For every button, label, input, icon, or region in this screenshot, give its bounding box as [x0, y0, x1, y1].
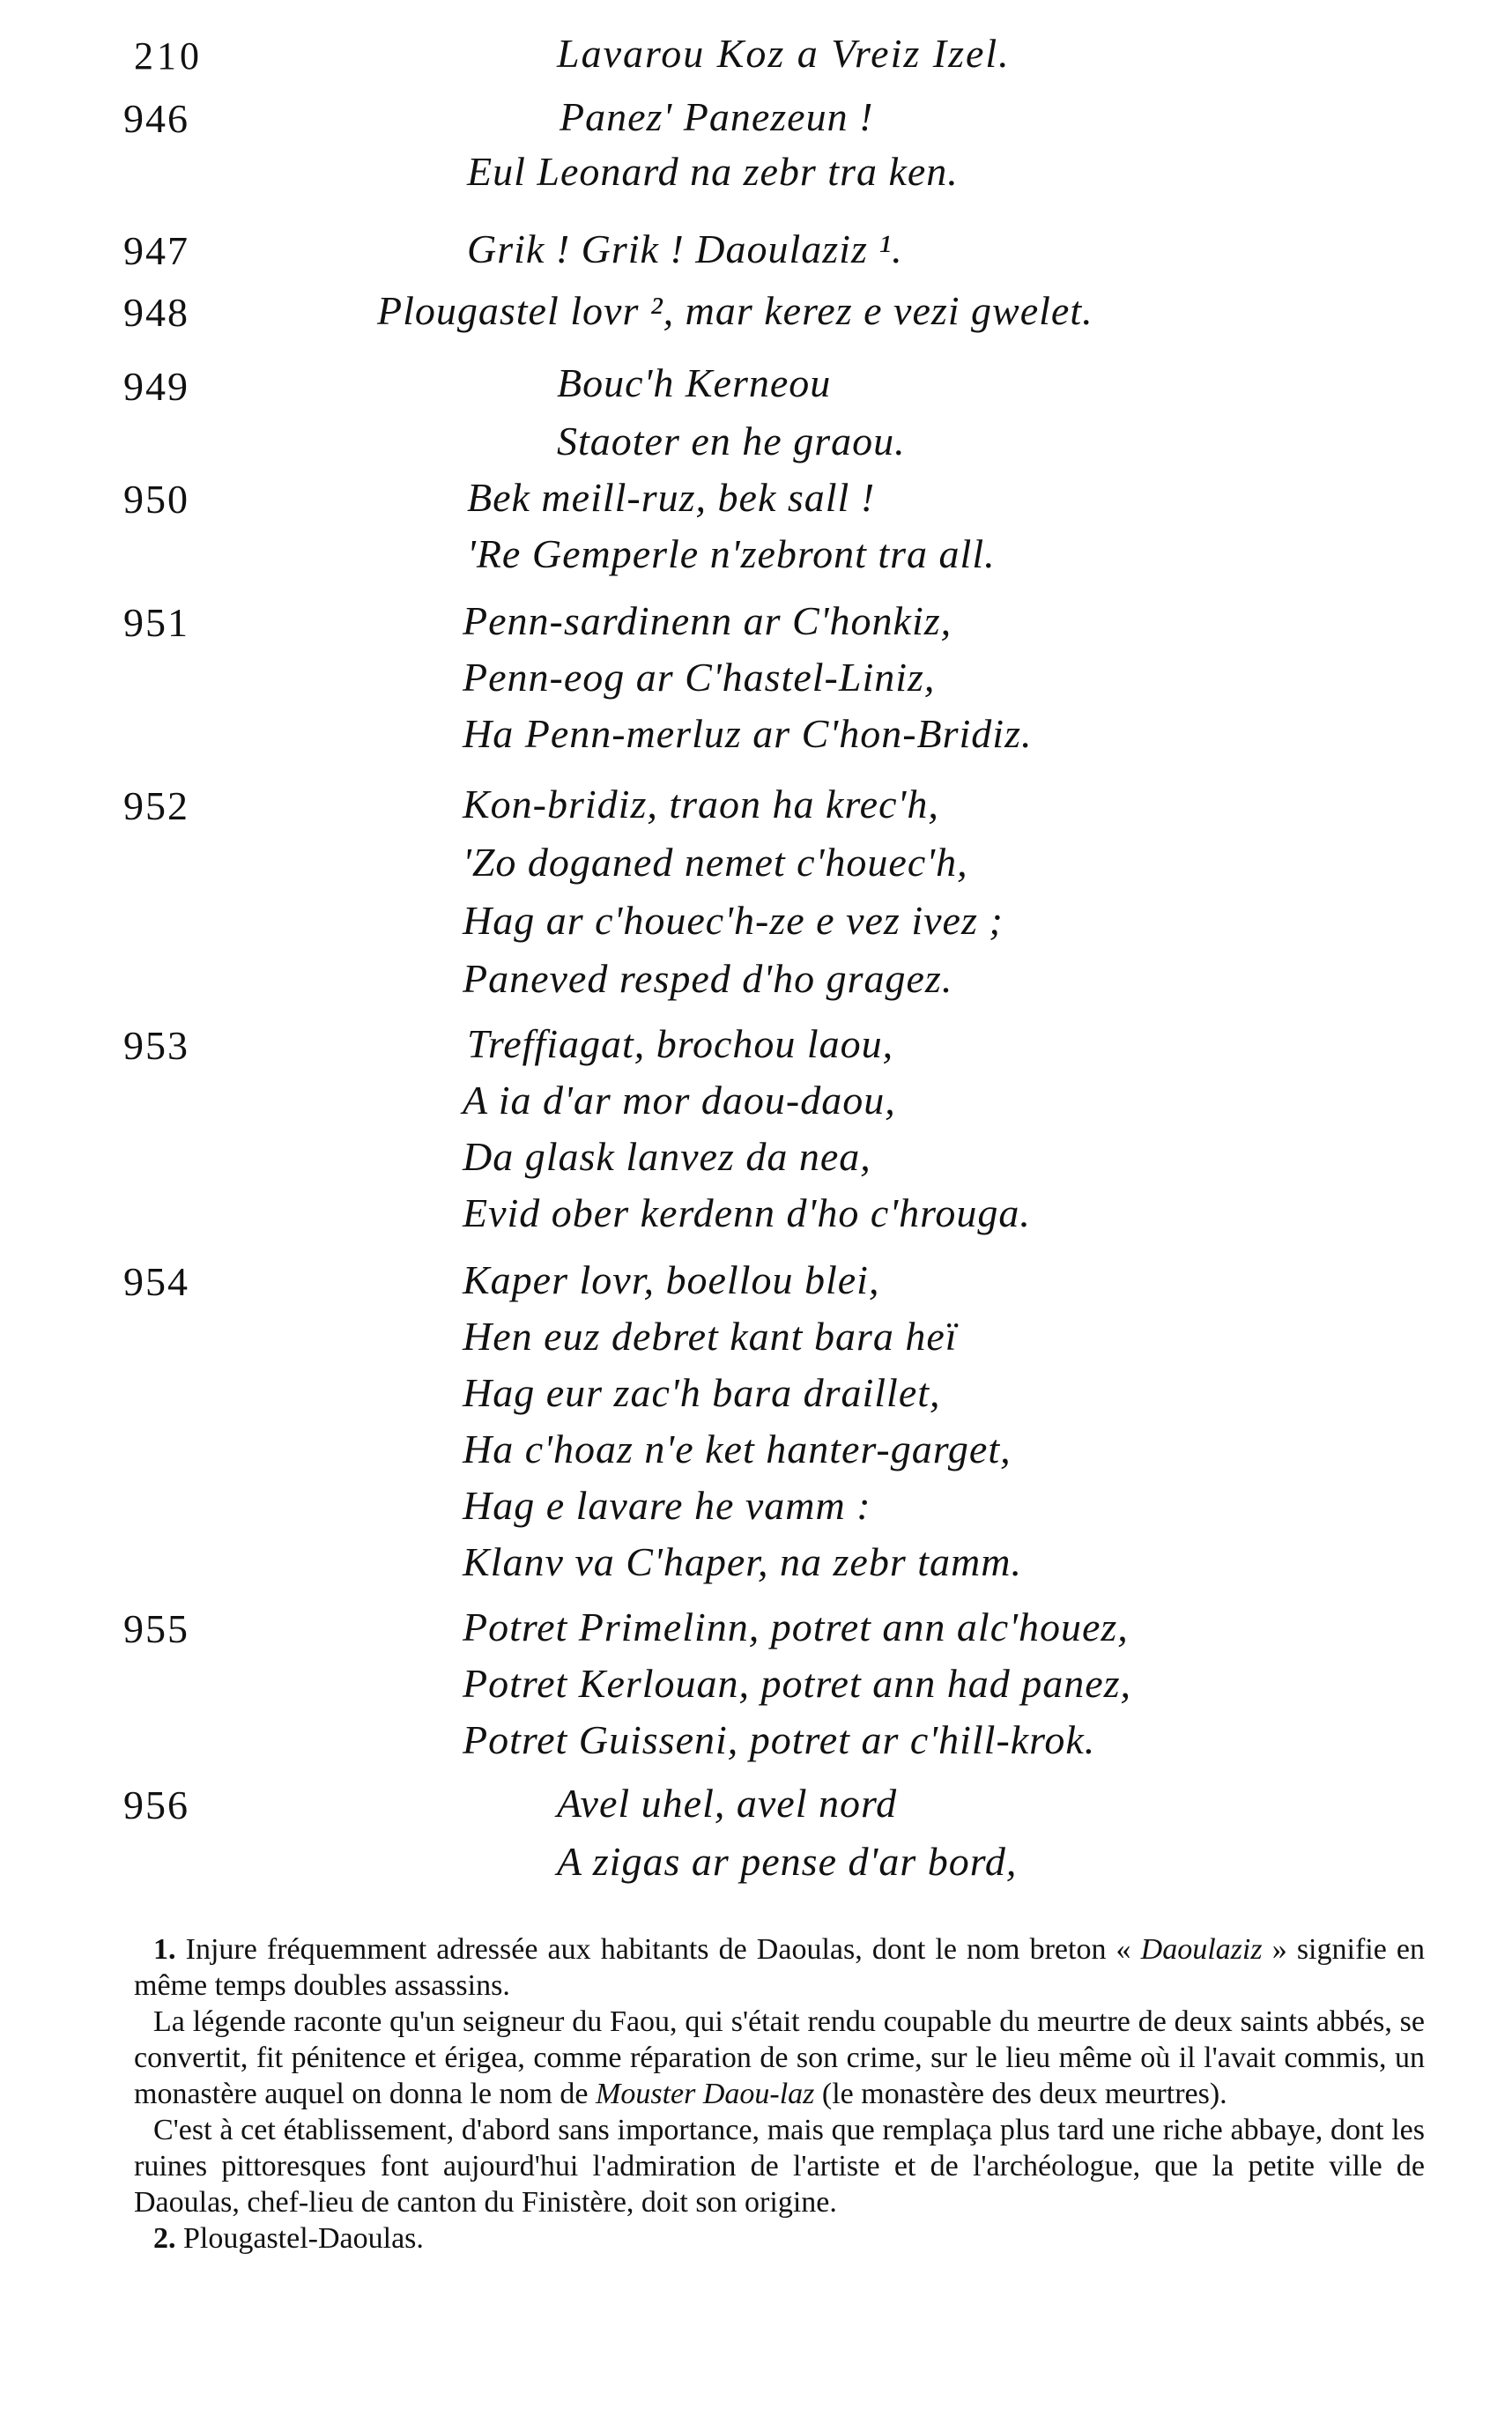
- verse-line: Plougastel lovr ², mar kerez e vezi gwelet.: [377, 288, 1093, 333]
- proverb-number: 950: [123, 477, 189, 522]
- proverb-number: 948: [123, 290, 189, 335]
- verse-line: Grik ! Grik ! Daoulaziz ¹.: [467, 226, 903, 271]
- verse-line: Potret Primelinn, potret ann alc'houez,: [463, 1604, 1129, 1649]
- verse-line: 'Zo doganed nemet c'houec'h,: [463, 840, 968, 885]
- running-title: Lavarou Koz a Vreiz Izel.: [557, 31, 1011, 76]
- verse-line: Potret Kerlouan, potret ann had panez,: [463, 1661, 1132, 1706]
- verse-line: Bouc'h Kerneou: [557, 360, 832, 405]
- proverb-number: 956: [123, 1782, 189, 1827]
- verse-line: Panez' Panezeun !: [560, 94, 874, 139]
- verse-line: Hen euz debret kant bara heï: [463, 1314, 958, 1359]
- verse-line: Staoter en he graou.: [557, 419, 906, 463]
- footnotes: [134, 1931, 1425, 2257]
- verse-line: Hag ar c'houec'h-ze e vez ivez ;: [463, 898, 1004, 943]
- verse-line: Paneved resped d'ho gragez.: [463, 956, 953, 1001]
- footnote-emphasis: Daoulaziz: [1140, 1933, 1263, 1966]
- footnote-text: (le monastère des deux meurtres).: [814, 2078, 1227, 2110]
- verse-line: Kon-bridiz, traon ha krec'h,: [463, 782, 939, 826]
- footnote-number: 1.: [153, 1933, 176, 1966]
- footnote-text: Plougastel-Daoulas.: [183, 2222, 424, 2255]
- verse-line: A ia d'ar mor daou-daou,: [463, 1078, 896, 1123]
- verse-line: Da glask lanvez da nea,: [463, 1134, 871, 1179]
- verse-line: 'Re Gemperle n'zebront tra all.: [467, 531, 996, 576]
- proverb-number: 955: [123, 1606, 189, 1651]
- proverb-number: 951: [123, 600, 189, 645]
- footnote-emphasis: Mouster Daou-laz: [596, 2078, 815, 2110]
- footnote-1: [134, 1931, 1425, 2004]
- proverb-number: 947: [123, 228, 189, 273]
- footnote-text: Injure fréquemment adressée aux habitants de Daoulas, dont le nom breton «: [185, 1933, 1141, 1966]
- proverb-number: 954: [123, 1259, 189, 1304]
- footnote-2: [134, 2220, 1425, 2257]
- verse-line: Kaper lovr, boellou blei,: [463, 1257, 880, 1302]
- verse-line: Hag e lavare he vamm :: [463, 1483, 871, 1528]
- verse-line: Penn-eog ar C'hastel-Liniz,: [463, 655, 936, 700]
- verse-line: Avel uhel, avel nord: [557, 1781, 898, 1826]
- verse-line: Penn-sardinenn ar C'honkiz,: [463, 598, 952, 643]
- verse-line: Ha Penn-merluz ar C'hon-Bridiz.: [463, 711, 1033, 756]
- verse-line: A zigas ar pense d'ar bord,: [557, 1839, 1018, 1884]
- footnote-text: » signifie en même temps doubles assassins.: [134, 1933, 1425, 2002]
- verse-line: Evid ober kerdenn d'ho c'hrouga.: [463, 1190, 1031, 1235]
- footnote-1-paragraph: [134, 2004, 1425, 2112]
- verse-line: Klanv va C'haper, na zebr tamm.: [463, 1539, 1022, 1584]
- verse-line: Hag eur zac'h bara draillet,: [463, 1370, 941, 1415]
- verse-line: Eul Leonard na zebr tra ken.: [467, 149, 959, 194]
- proverb-number: 949: [123, 364, 189, 409]
- footnote-text: La légende raconte qu'un seigneur du Faou, qui s'était rendu coupable du meurtre de deux saints abbés, se convertit, fit pénitence et érigea, comme réparation de son crime, sur le lieu même où il l'avait commis, un monastère auquel on donna le nom de: [134, 2005, 1425, 2110]
- verse-line: Potret Guisseni, potret ar c'hill-krok.: [463, 1717, 1096, 1762]
- footnote-1-paragraph: C'est à cet établissement, d'abord sans importance, mais que remplaça plus tard une riche abbaye, dont les ruines pittoresques font aujourd'hui l'admiration de l'artiste et de l'archéologue, que la petite ville de Daoulas, chef-lieu de canton du Finistère, doit son origine.: [134, 2114, 1425, 2219]
- verse-line: Bek meill-ruz, bek sall !: [467, 475, 876, 520]
- proverb-number: 952: [123, 783, 189, 828]
- verse-line: Treffiagat, brochou laou,: [467, 1021, 894, 1066]
- proverb-number: 953: [123, 1023, 189, 1068]
- verse-line: Ha c'hoaz n'e ket hanter-garget,: [463, 1427, 1012, 1471]
- proverb-number: 946: [123, 96, 189, 141]
- page-number: 210: [134, 34, 203, 78]
- footnote-number: 2.: [153, 2222, 176, 2255]
